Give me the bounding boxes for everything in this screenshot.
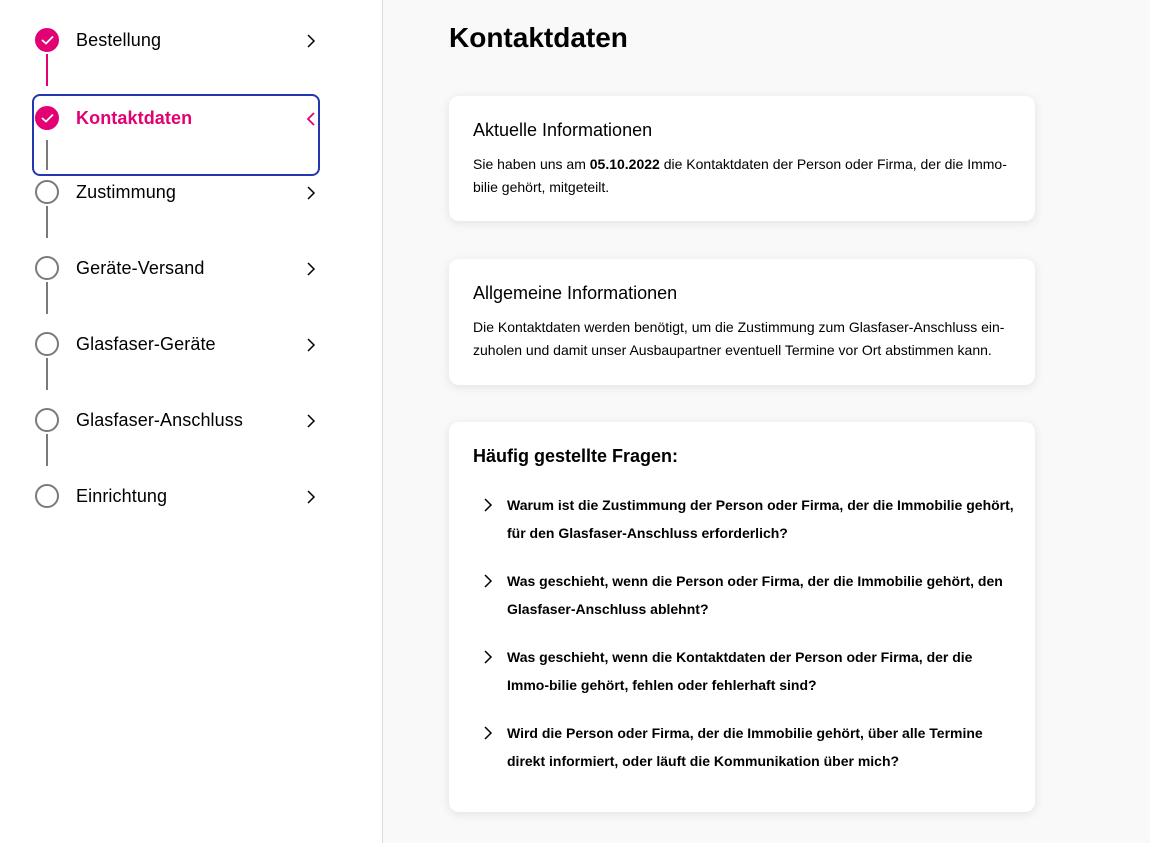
card-text (473, 153, 1011, 199)
checkmark-icon (35, 106, 59, 130)
submission-date: 05.10.2022 (589, 156, 660, 172)
general-info-card (449, 259, 1035, 385)
faq-question: Warum ist die Zustimmung der Person oder Firma, der die Immobilie gehört, für den Glasfaser-Anschluss erforderlich? (507, 497, 1014, 541)
faq-item[interactable] (473, 643, 1011, 699)
chevron-right-icon (306, 261, 316, 277)
chevron-right-icon (306, 185, 316, 201)
chevron-right-icon (483, 649, 493, 665)
chevron-left-icon (306, 111, 316, 127)
empty-circle-icon (35, 256, 59, 280)
empty-circle-icon (35, 180, 59, 204)
faq-card (449, 422, 1035, 812)
progress-sidebar (0, 0, 383, 843)
step-bestellung[interactable] (32, 0, 320, 82)
step-label: Glasfaser-Anschluss (76, 410, 243, 430)
step-label: Glasfaser-Geräte (76, 334, 216, 354)
checkmark-icon (35, 28, 59, 52)
chevron-right-icon (306, 413, 316, 429)
text-before: Sie haben uns am (473, 156, 590, 172)
text-after: die Kontaktdaten der Person oder Firma, der die Immo-bilie gehört, mitgeteilt. (473, 156, 1007, 195)
step-einrichtung[interactable] (32, 456, 320, 538)
chevron-right-icon (483, 497, 493, 513)
step-label: Geräte-Versand (76, 258, 205, 278)
step-label: Einrichtung (76, 486, 168, 506)
step-connector (46, 54, 48, 86)
empty-circle-icon (35, 484, 59, 508)
main-content (383, 0, 1150, 843)
step-zustimmung[interactable] (32, 152, 320, 234)
step-glasfaser-anschluss[interactable] (32, 380, 320, 462)
empty-circle-icon (35, 408, 59, 432)
card-heading: Allgemeine Informationen (473, 283, 678, 303)
faq-question: Was geschieht, wenn die Kontaktdaten der Person oder Firma, der die Immo-bilie gehört, fehlen oder fehlerhaft sind? (507, 649, 973, 693)
faq-item[interactable] (473, 719, 1011, 775)
faq-item[interactable] (473, 567, 1011, 623)
chevron-right-icon (306, 489, 316, 505)
card-heading: Aktuelle Informationen (473, 120, 653, 140)
chevron-right-icon (483, 573, 493, 589)
card-text: Die Kontaktdaten werden benötigt, um die Zustimmung zum Glasfaser-Anschluss ein-zuholen und damit unser Ausbaupartner eventuell Termine vor Ort abstimmen kann. (473, 319, 1005, 358)
chevron-right-icon (306, 33, 316, 49)
page-title: Kontaktdaten (449, 22, 628, 53)
faq-question: Was geschieht, wenn die Person oder Firma, der die Immobilie gehört, den Glasfaser-Anschluss ablehnt? (507, 573, 1003, 617)
faq-heading: Häufig gestellte Fragen: (473, 446, 679, 466)
chevron-right-icon (306, 337, 316, 353)
chevron-right-icon (483, 725, 493, 741)
step-glasfaser-geraete[interactable] (32, 304, 320, 386)
current-info-card (449, 96, 1035, 221)
step-geraete-versand[interactable] (32, 228, 320, 310)
step-label: Bestellung (76, 30, 162, 50)
faq-item[interactable] (473, 491, 1014, 547)
empty-circle-icon (35, 332, 59, 356)
step-label: Zustimmung (76, 182, 177, 202)
faq-question: Wird die Person oder Firma, der die Immobilie gehört, über alle Termine direkt informiert, oder läuft die Kommunikation über mich? (507, 725, 983, 769)
step-label: Kontaktdaten (76, 108, 193, 128)
